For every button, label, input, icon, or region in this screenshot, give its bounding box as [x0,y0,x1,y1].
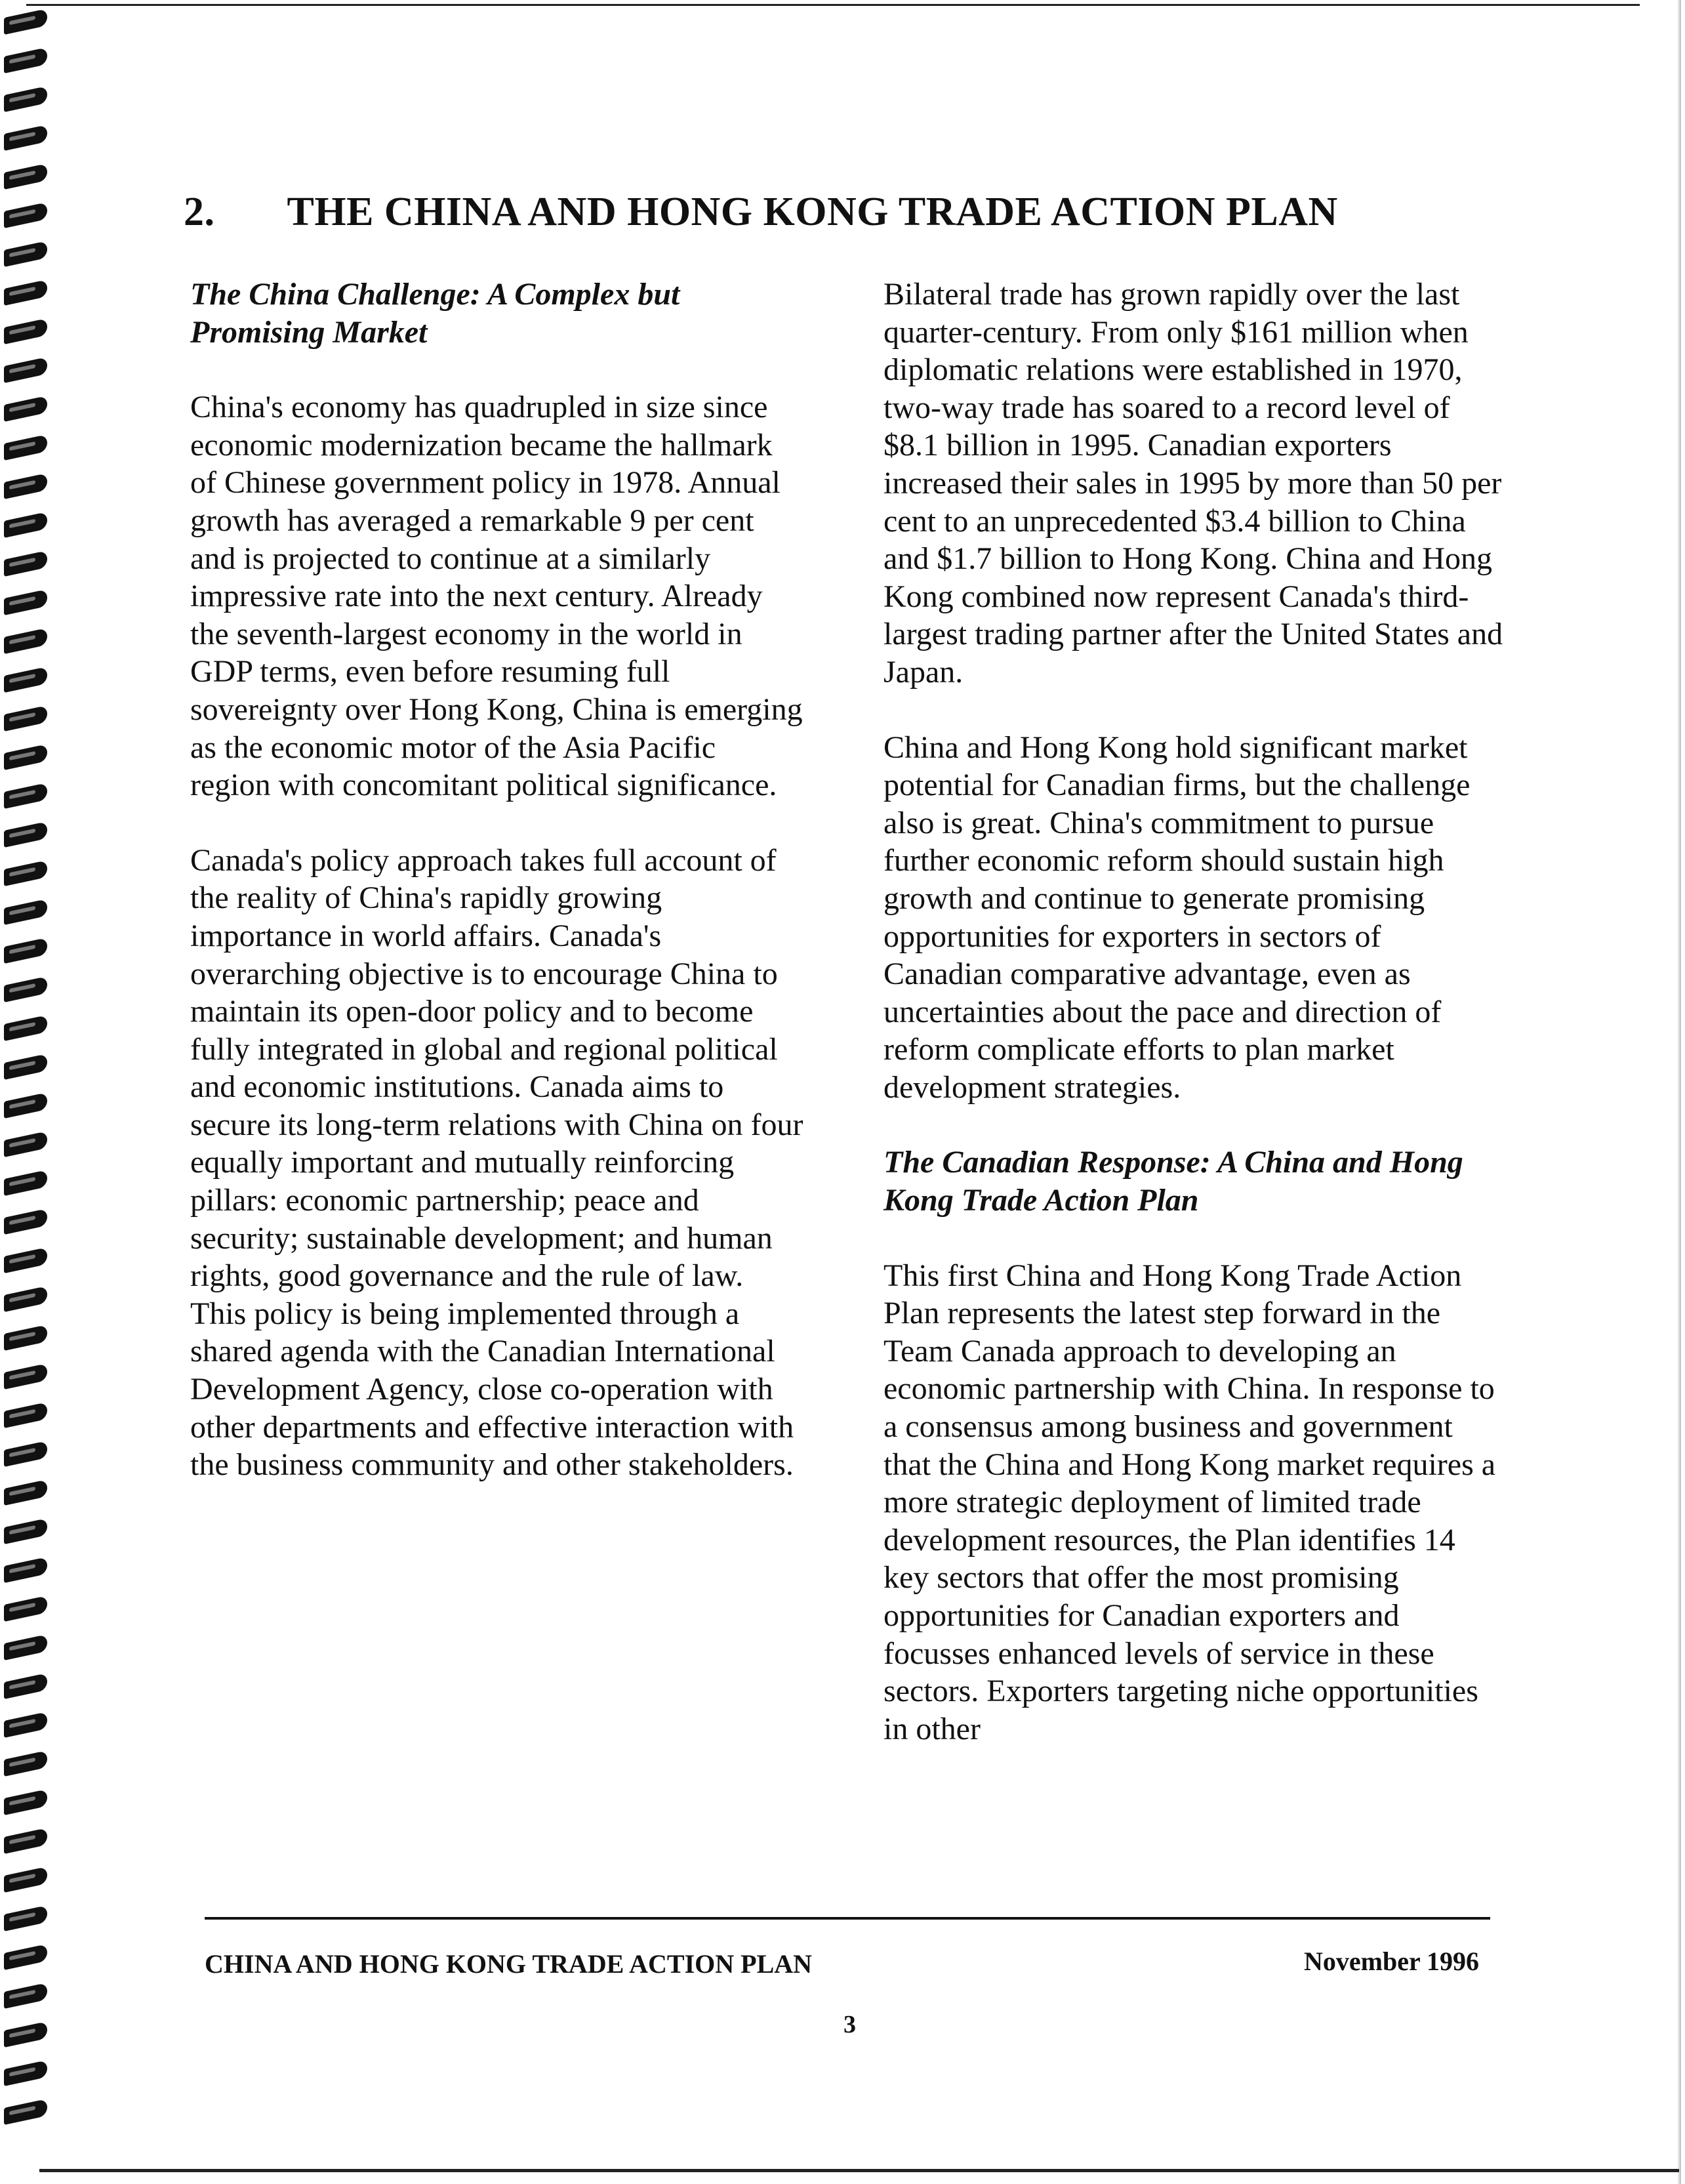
binding-ring [4,899,47,925]
binding-ring [4,1402,47,1428]
left-column [190,276,803,1521]
spiral-binding [0,0,52,2184]
binding-ring [4,9,47,35]
binding-ring [4,589,47,615]
right-page-edge [1677,0,1681,2184]
binding-ring [4,1905,47,1931]
binding-ring [4,1712,47,1738]
binding-ring [4,125,47,151]
binding-ring [4,821,47,848]
binding-ring [4,1247,47,1273]
subheading-china-challenge: The China Challenge: A Complex but Promising Market [190,277,680,350]
binding-ring [4,2021,47,2048]
section-number: 2. [184,190,215,234]
binding-ring [4,1866,47,1893]
binding-ring [4,434,47,461]
binding-ring [4,1750,47,1777]
paragraph-action-plan: This first China and Hong Kong Trade Action Plan represents the latest step forward in the Team Canada approach to developing an economic partnership with China. In response to a consensus among business and government that the China and Hong Kong market requires a more strategic deployment of limited trade development resources, the Plan identifies 14 key sectors that offer the most promising opportunities for Canadian exporters and focusses enhanced levels of service in these sectors. Exporters targeting niche opportunities in other [883,1258,1496,1746]
binding-ring [4,318,47,344]
paragraph-policy-approach: Canada's policy approach takes full account of the reality of China's rapidly growing importance in world affairs. Canada's overarching objective is to encourage China to maintain its open-door policy and to become fully integrated in global and regional political and economic institutions. Canada aims to secure its long-term relations with China on four equally important and mutually reinforcing pillars: economic partnership; peace and security; sustainable development; and human rights, good governance and the rule of law. This policy is being implemented through a shared agenda with the Canadian International Development Agency, close co-operation with other departments and effective interaction with the business community and other stakeholders. [190,842,803,1483]
binding-ring [4,976,47,1002]
footer-date: November 1996 [1304,1947,1479,1976]
binding-ring [4,628,47,654]
paragraph-bilateral-trade: Bilateral trade has grown rapidly over the last quarter-century. From only $161 million when diplomatic relations were established in 1970, two-way trade has soared to a record level of $8.1 billion in 1995. Canadian exporters increased their sales in 1995 by more than 50 per cent to an unprecedented $3.4 billion to China and $1.7 billion to Hong Kong. China and Hong Kong combined now represent Canada's third-largest trading partner after the United States and Japan. [883,277,1503,690]
binding-ring [4,1789,47,1815]
footer-rule [205,1917,1490,1920]
paragraph-market-potential: China and Hong Kong hold significant market potential for Canadian firms, but the challenge also is great. China's commitment to pursue further economic reform should sustain high growth and continue to generate promising opportunities for exporters in sectors of Canadian comparative advantage, even as uncertainties about the pace and direction of reform complicate efforts to plan market development strategies. [883,730,1471,1105]
binding-ring [4,550,47,577]
binding-ring [4,512,47,538]
section-title: THE CHINA AND HONG KONG TRADE ACTION PLAN [287,190,1338,234]
binding-ring [4,2060,47,2086]
binding-ring [4,396,47,422]
binding-ring [4,1479,47,1506]
binding-ring [4,937,47,964]
bottom-page-border [39,2169,1679,2172]
binding-ring [4,744,47,770]
binding-ring [4,1363,47,1390]
binding-ring [4,1557,47,1583]
binding-ring [4,1054,47,1080]
binding-ring [4,47,47,73]
binding-ring [4,473,47,499]
binding-ring [4,1596,47,1622]
binding-ring [4,241,47,267]
binding-ring [4,667,47,693]
binding-ring [4,1441,47,1467]
binding-ring [4,202,47,228]
binding-ring [4,1131,47,1157]
binding-ring [4,86,47,112]
binding-ring [4,1944,47,1970]
footer-title: CHINA AND HONG KONG TRADE ACTION PLAN [205,1949,813,1979]
page-number: 3 [843,2011,856,2038]
binding-ring [4,860,47,886]
right-column [883,276,1503,1785]
binding-ring [4,1673,47,1699]
binding-ring [4,705,47,731]
binding-ring [4,1518,47,1544]
binding-ring [4,1286,47,1312]
section-heading [184,189,1561,236]
subheading-canadian-response: The Canadian Response: A China and Hong Kong Trade Action Plan [883,1145,1463,1218]
binding-ring [4,2099,47,2125]
binding-ring [4,1634,47,1660]
binding-ring [4,1015,47,1041]
binding-ring [4,1983,47,2009]
binding-ring [4,1170,47,1196]
binding-ring [4,279,47,306]
binding-ring [4,163,47,190]
binding-ring [4,1092,47,1119]
top-page-border [26,4,1640,6]
paragraph-economy: China's economy has quadrupled in size since economic modernization became the hallmark of Chinese government policy in 1978. Annual growth has averaged a remarkable 9 per cent and is projected to continue at a similarly impressive rate into the next century. Already the seventh-largest economy in the world in GDP terms, even before resuming full sovereignty over Hong Kong, China is emerging as the economic motor of the Asia Pacific region with concomitant political significance. [190,390,803,803]
binding-ring [4,357,47,383]
binding-ring [4,783,47,809]
binding-ring [4,1325,47,1351]
binding-ring [4,1208,47,1235]
binding-ring [4,1828,47,1854]
